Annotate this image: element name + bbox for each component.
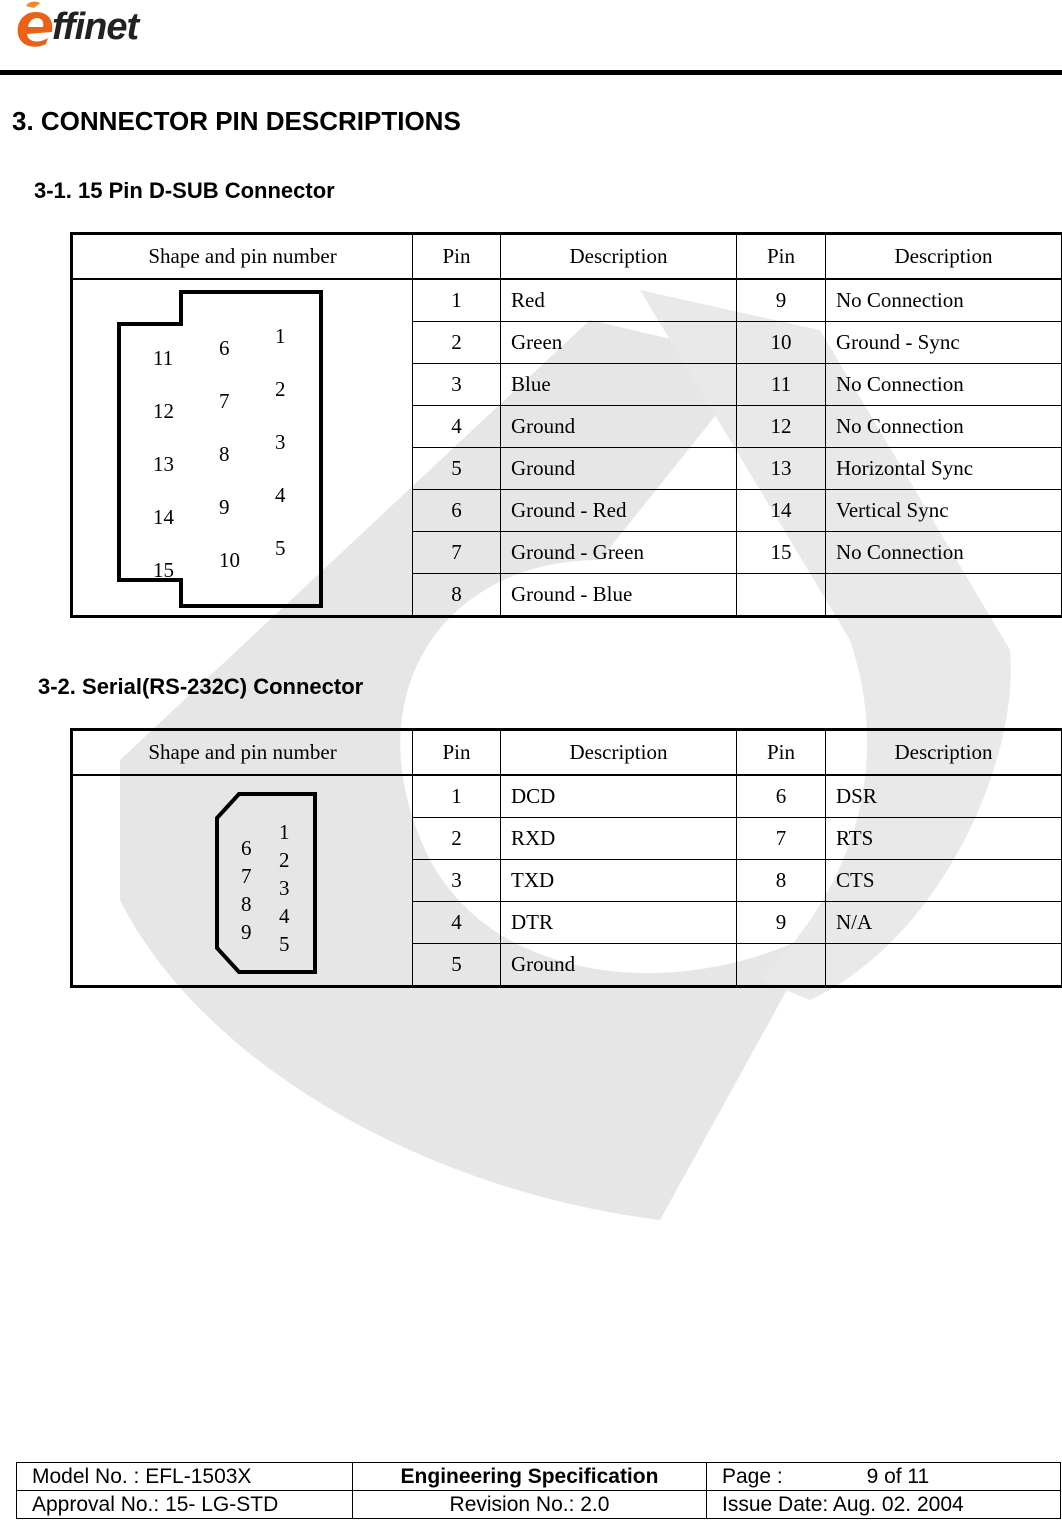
pin-label: 4 [279, 904, 290, 928]
description-cell: Ground [501, 944, 737, 987]
pin-label: 7 [219, 389, 230, 413]
description-cell: No Connection [826, 532, 1062, 574]
pin-label: 12 [153, 399, 174, 423]
pin-column [219, 322, 249, 587]
description-cell: Horizontal Sync [826, 448, 1062, 490]
pin-label: 10 [219, 548, 240, 572]
description-cell: Ground - Green [501, 532, 737, 574]
description-cell: No Connection [826, 279, 1062, 322]
pin-label: 3 [279, 876, 290, 900]
page-number: 9 of 11 [866, 1464, 930, 1488]
brand-logo-text: ffinet [52, 6, 139, 48]
pin-cell: 6 [737, 775, 826, 818]
description-cell: No Connection [826, 364, 1062, 406]
pin-column [241, 834, 261, 946]
document-type: Engineering Specification [353, 1463, 707, 1491]
pin-label: 8 [219, 442, 230, 466]
col-header: Description [826, 234, 1062, 280]
pin-label: 13 [153, 452, 174, 476]
pin-label: 15 [153, 558, 174, 582]
pin-cell: 6 [413, 490, 501, 532]
serial-pin-table [70, 728, 1062, 988]
description-cell: Ground - Sync [826, 322, 1062, 364]
pin-label: 4 [275, 483, 286, 507]
description-cell: Ground - Blue [501, 574, 737, 617]
pin-cell: 9 [737, 902, 826, 944]
vga-connector-diagram-cell [72, 279, 413, 617]
table-row [72, 775, 1062, 818]
description-cell: Vertical Sync [826, 490, 1062, 532]
pin-cell: 4 [413, 902, 501, 944]
pin-label: 11 [153, 346, 174, 370]
pin-cell: 9 [737, 279, 826, 322]
pin-cell: 2 [413, 322, 501, 364]
page-info [707, 1463, 1061, 1491]
pin-label: 8 [241, 892, 252, 916]
col-header: Pin [413, 730, 501, 776]
pin-cell: 5 [413, 448, 501, 490]
pin-cell [737, 574, 826, 617]
pin-cell: 11 [737, 364, 826, 406]
section-title: 3. CONNECTOR PIN DESCRIPTIONS [12, 106, 461, 136]
pin-label: 7 [241, 864, 252, 888]
pin-cell: 7 [413, 532, 501, 574]
description-cell: Ground [501, 448, 737, 490]
col-header: Description [501, 234, 737, 280]
pin-cell: 8 [737, 860, 826, 902]
document-footer [16, 1462, 1061, 1519]
pin-label: 2 [279, 848, 290, 872]
description-cell [826, 574, 1062, 617]
vga-section-title: 3-1. 15 Pin D-SUB Connector [34, 178, 335, 203]
header-divider [0, 70, 1062, 75]
pin-cell: 13 [737, 448, 826, 490]
pin-cell: 3 [413, 860, 501, 902]
pin-label: 14 [153, 505, 174, 529]
description-cell: No Connection [826, 406, 1062, 448]
pin-cell: 1 [413, 775, 501, 818]
db9-connector-diagram [211, 792, 321, 976]
pin-column [153, 332, 183, 597]
pin-label: 6 [219, 336, 230, 360]
model-number: Model No. : EFL-1503X [17, 1463, 353, 1491]
description-cell: DTR [501, 902, 737, 944]
col-header: Pin [737, 234, 826, 280]
description-cell: Ground [501, 406, 737, 448]
vga-pin-table [70, 232, 1062, 618]
serial-connector-diagram-cell [72, 775, 413, 987]
table-header-row [72, 234, 1062, 280]
pin-label: 3 [275, 430, 286, 454]
pin-cell: 3 [413, 364, 501, 406]
pin-cell: 2 [413, 818, 501, 860]
col-header: Description [826, 730, 1062, 776]
pin-cell: 7 [737, 818, 826, 860]
description-cell [826, 944, 1062, 987]
description-cell: DSR [826, 775, 1062, 818]
description-cell: RXD [501, 818, 737, 860]
pin-label: 1 [279, 820, 290, 844]
pin-cell: 14 [737, 490, 826, 532]
pin-cell [737, 944, 826, 987]
pin-cell: 12 [737, 406, 826, 448]
page-label: Page : [722, 1464, 783, 1488]
col-header: Pin [413, 234, 501, 280]
pin-label: 6 [241, 836, 252, 860]
pin-cell: 8 [413, 574, 501, 617]
pin-label: 1 [275, 324, 286, 348]
pin-column [275, 310, 305, 575]
col-header: Description [501, 730, 737, 776]
table-row [72, 279, 1062, 322]
pin-column [279, 818, 299, 958]
description-cell: Blue [501, 364, 737, 406]
description-cell: N/A [826, 902, 1062, 944]
serial-section-title: 3-2. Serial(RS-232C) Connector [38, 674, 364, 699]
pin-label: 2 [275, 377, 286, 401]
pin-cell: 15 [737, 532, 826, 574]
col-header: Shape and pin number [72, 730, 413, 776]
pin-label: 9 [241, 920, 252, 944]
description-cell: Red [501, 279, 737, 322]
pin-cell: 4 [413, 406, 501, 448]
description-cell: Green [501, 322, 737, 364]
table-header-row [72, 730, 1062, 776]
pin-cell: 1 [413, 279, 501, 322]
description-cell: Ground - Red [501, 490, 737, 532]
description-cell: RTS [826, 818, 1062, 860]
pin-label: 5 [279, 932, 290, 956]
description-cell: CTS [826, 860, 1062, 902]
revision-number: Revision No.: 2.0 [353, 1491, 707, 1519]
description-cell: DCD [501, 775, 737, 818]
approval-number: Approval No.: 15- LG-STD [17, 1491, 353, 1519]
description-cell: TXD [501, 860, 737, 902]
issue-date: Issue Date: Aug. 02. 2004 [707, 1491, 1061, 1519]
pin-cell: 10 [737, 322, 826, 364]
pin-cell: 5 [413, 944, 501, 987]
pin-label: 5 [275, 536, 286, 560]
pin-label: 9 [219, 495, 230, 519]
col-header: Shape and pin number [72, 234, 413, 280]
col-header: Pin [737, 730, 826, 776]
